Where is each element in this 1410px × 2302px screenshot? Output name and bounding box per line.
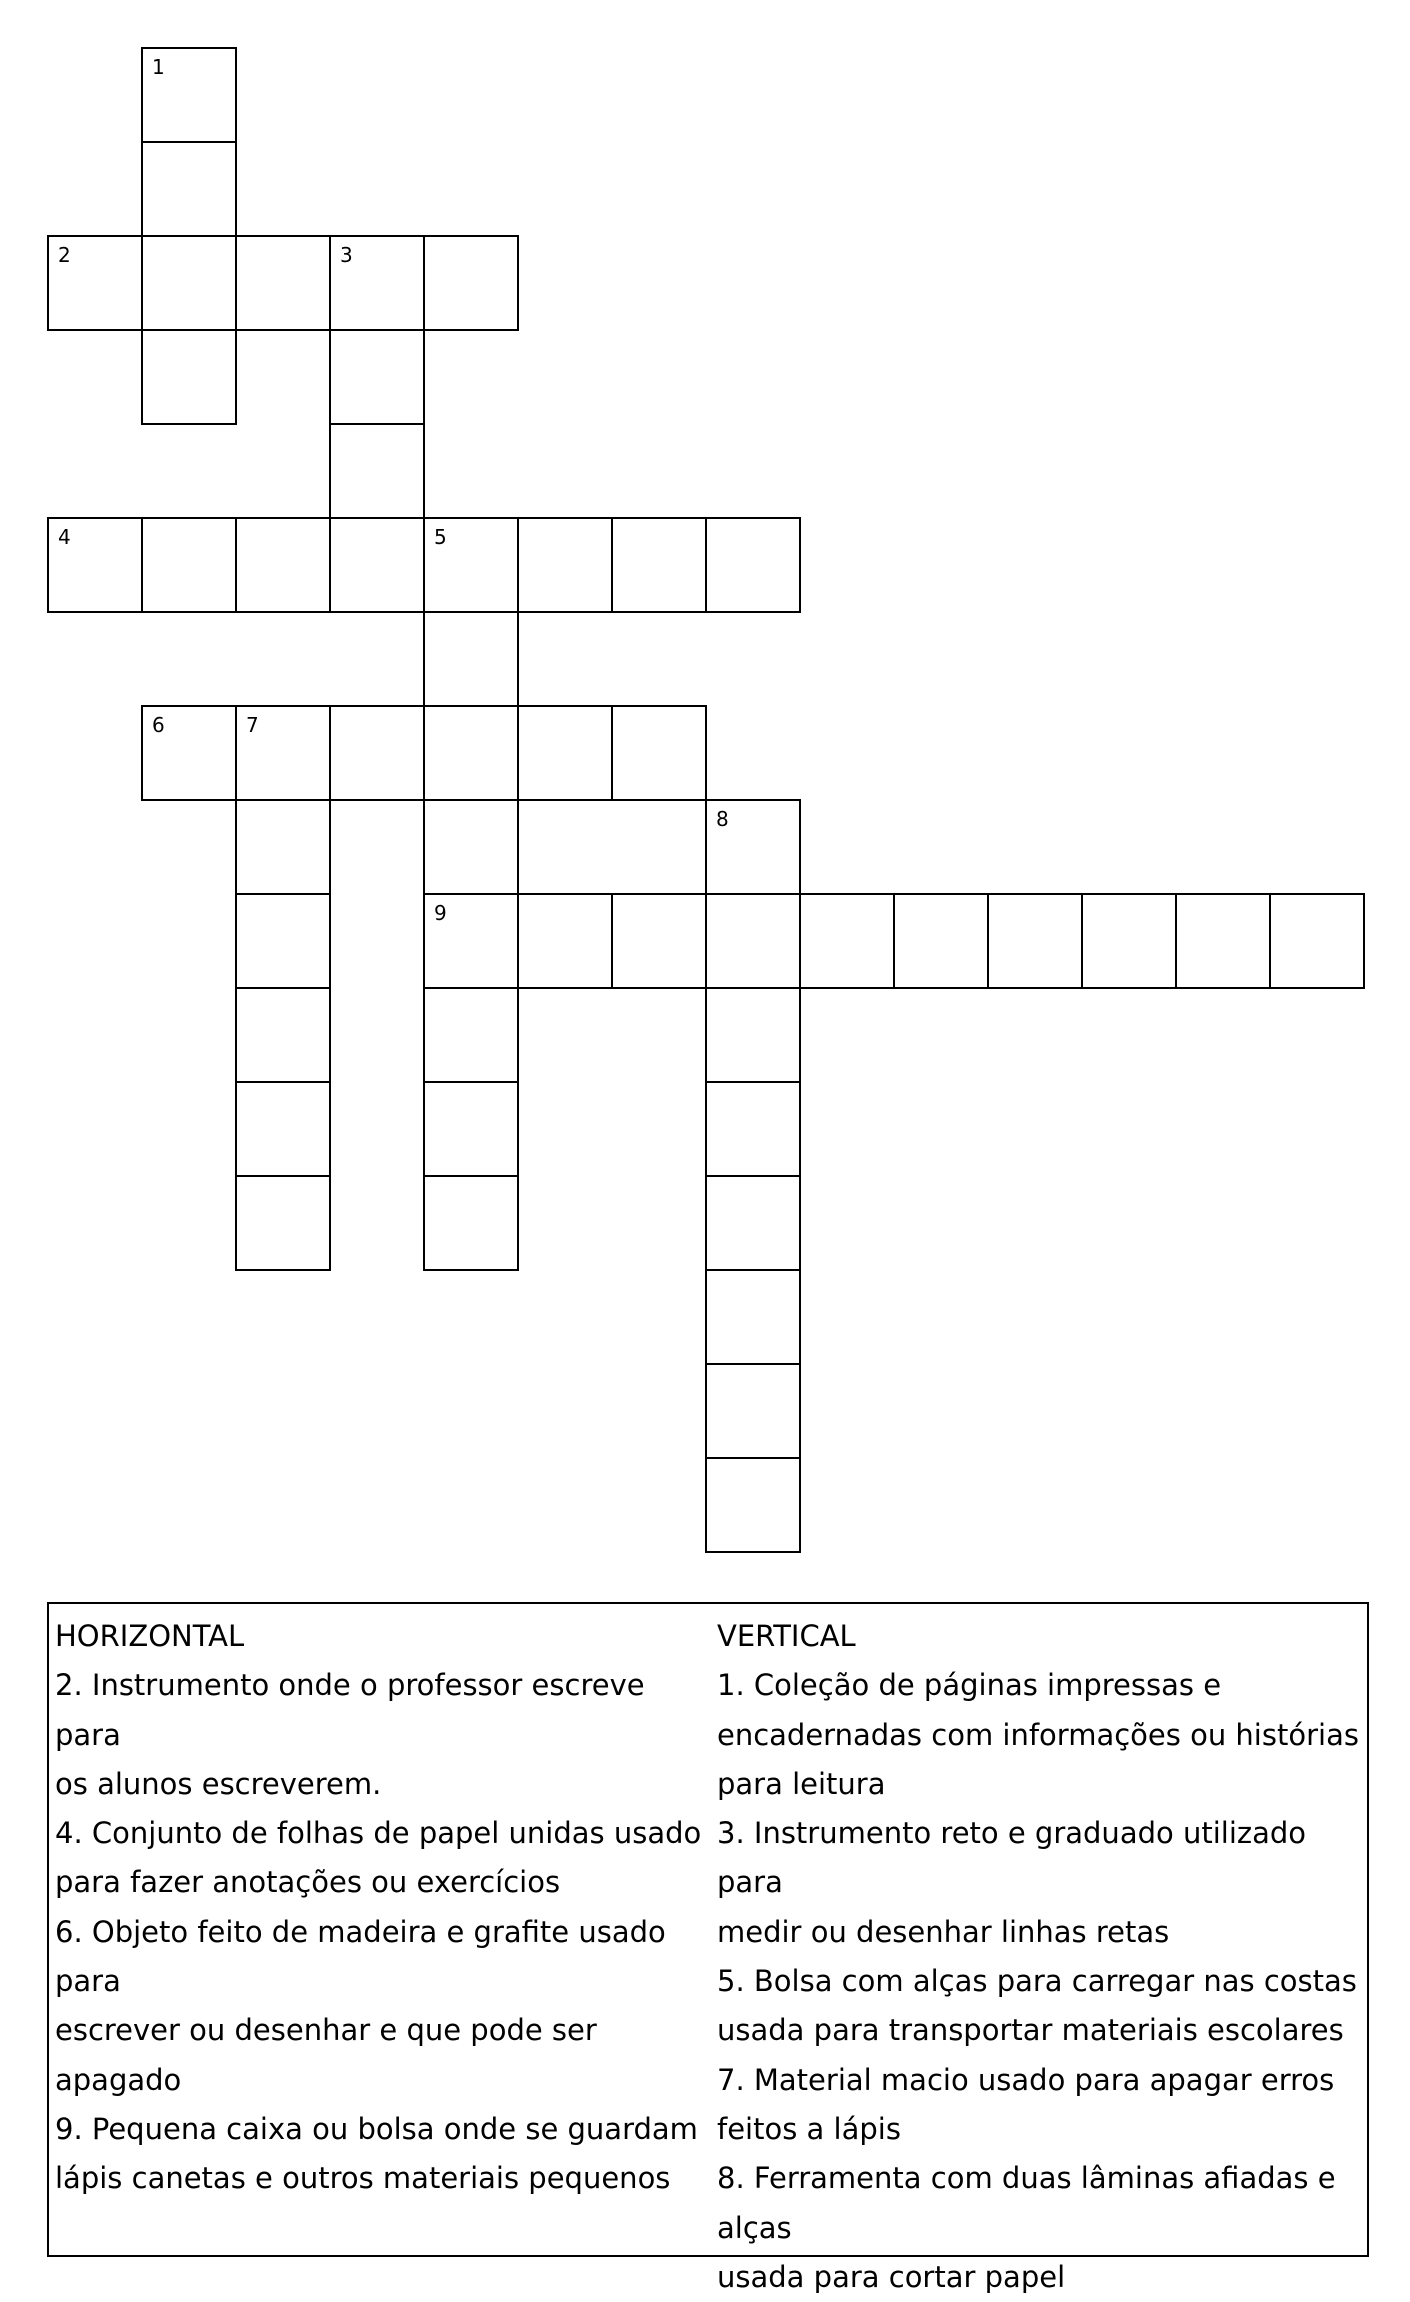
crossword-cell[interactable] — [235, 987, 331, 1083]
crossword-cell[interactable] — [235, 1175, 331, 1271]
horizontal-clues — [55, 1612, 705, 2204]
clue-number: 2 — [58, 243, 71, 267]
crossword-cell[interactable] — [423, 987, 519, 1083]
horizontal-heading: HORIZONTAL — [55, 1619, 245, 1653]
crossword-cell[interactable] — [611, 893, 707, 989]
crossword-cell[interactable] — [517, 893, 613, 989]
crossword-cell[interactable] — [329, 423, 425, 519]
crossword-cell[interactable] — [517, 517, 613, 613]
crossword-cell[interactable] — [47, 235, 143, 331]
clue-number: 4 — [58, 525, 71, 549]
crossword-cell[interactable] — [235, 235, 331, 331]
clue-number: 1 — [152, 55, 165, 79]
clue-line: 8. Ferramenta com duas lâminas afiadas e alças — [717, 2161, 1336, 2245]
clue-line: lápis canetas e outros materiais pequenos — [55, 2161, 671, 2196]
crossword-cell[interactable] — [235, 799, 331, 895]
crossword-cell[interactable] — [423, 705, 519, 801]
crossword-cell[interactable] — [1081, 893, 1177, 989]
crossword-cell[interactable] — [423, 893, 519, 989]
crossword-cell[interactable] — [705, 987, 801, 1083]
crossword-cell[interactable] — [141, 329, 237, 425]
clue-number: 7 — [246, 713, 259, 737]
clue-line: escrever ou desenhar e que pode ser apagado — [55, 2013, 597, 2097]
crossword-cell[interactable] — [235, 1081, 331, 1177]
crossword-cell[interactable] — [611, 705, 707, 801]
crossword-cell[interactable] — [1175, 893, 1271, 989]
clue-line: os alunos escreverem. — [55, 1766, 382, 1801]
crossword-cell[interactable] — [141, 141, 237, 237]
crossword-cell[interactable] — [611, 517, 707, 613]
clue-number: 6 — [152, 713, 165, 737]
vertical-heading: VERTICAL — [717, 1619, 856, 1653]
clue-line: usada para cortar papel — [717, 2259, 1066, 2294]
clue-number: 8 — [716, 807, 729, 831]
clue-line: 4. Conjunto de folhas de papel unidas usado — [55, 1816, 702, 1851]
clue-line: 7. Material macio usado para apagar erros — [717, 2062, 1335, 2097]
crossword-cell[interactable] — [141, 235, 237, 331]
crossword-cell[interactable] — [705, 1081, 801, 1177]
crossword-cell[interactable] — [423, 799, 519, 895]
crossword-cell[interactable] — [329, 329, 425, 425]
crossword-cell[interactable] — [987, 893, 1083, 989]
crossword-cell[interactable] — [329, 705, 425, 801]
crossword-cell[interactable] — [705, 1175, 801, 1271]
crossword-cell[interactable] — [423, 1081, 519, 1177]
clue-line: 2. Instrumento onde o professor escreve para — [55, 1668, 645, 1752]
crossword-cell[interactable] — [705, 893, 801, 989]
crossword-cell[interactable] — [329, 235, 425, 331]
clue-line: para fazer anotações ou exercícios — [55, 1865, 561, 1900]
crossword-cell[interactable] — [423, 517, 519, 613]
clues-box — [47, 1602, 1369, 2294]
clue-line: usada para transportar materiais escolares — [717, 2013, 1344, 2048]
clue-line: medir ou desenhar linhas retas — [717, 1914, 1170, 1949]
clue-line: 6. Objeto feito de madeira e grafite usado para — [55, 1914, 666, 1999]
crossword-cell[interactable] — [235, 893, 331, 989]
crossword-cell[interactable] — [517, 705, 613, 801]
crossword-cell[interactable] — [423, 235, 519, 331]
crossword-cell[interactable] — [141, 705, 237, 801]
crossword-cell[interactable] — [141, 517, 237, 613]
clue-line: 5. Bolsa com alças para carregar nas costas — [717, 1964, 1357, 1999]
clue-line: feitos a lápis — [717, 2111, 901, 2146]
crossword-cell[interactable] — [1269, 893, 1365, 989]
crossword-cell[interactable] — [705, 1457, 801, 1553]
crossword-cell[interactable] — [705, 517, 801, 613]
crossword-cell[interactable] — [799, 893, 895, 989]
clue-number: 9 — [434, 901, 447, 925]
crossword-cell[interactable] — [705, 1363, 801, 1459]
crossword-cell[interactable] — [141, 47, 237, 143]
clue-line: 3. Instrumento reto e graduado utilizado para — [717, 1816, 1307, 1900]
clue-number: 3 — [340, 243, 353, 267]
crossword-cell[interactable] — [893, 893, 989, 989]
crossword-cell[interactable] — [705, 1269, 801, 1365]
clue-line: 9. Pequena caixa ou bolsa onde se guardam — [55, 2111, 698, 2146]
crossword-cell[interactable] — [705, 799, 801, 895]
crossword-cell[interactable] — [235, 705, 331, 801]
clue-line: para leitura — [717, 1766, 886, 1801]
crossword-cell[interactable] — [423, 611, 519, 707]
crossword-cell[interactable] — [235, 517, 331, 613]
clue-number: 5 — [434, 525, 447, 549]
crossword-cell[interactable] — [329, 517, 425, 613]
clue-line: encadernadas com informações ou histórias — [717, 1717, 1359, 1752]
vertical-clues — [717, 1612, 1369, 2302]
crossword-cell[interactable] — [47, 517, 143, 613]
crossword-cell[interactable] — [423, 1175, 519, 1271]
clue-line: 1. Coleção de páginas impressas e — [717, 1668, 1222, 1703]
